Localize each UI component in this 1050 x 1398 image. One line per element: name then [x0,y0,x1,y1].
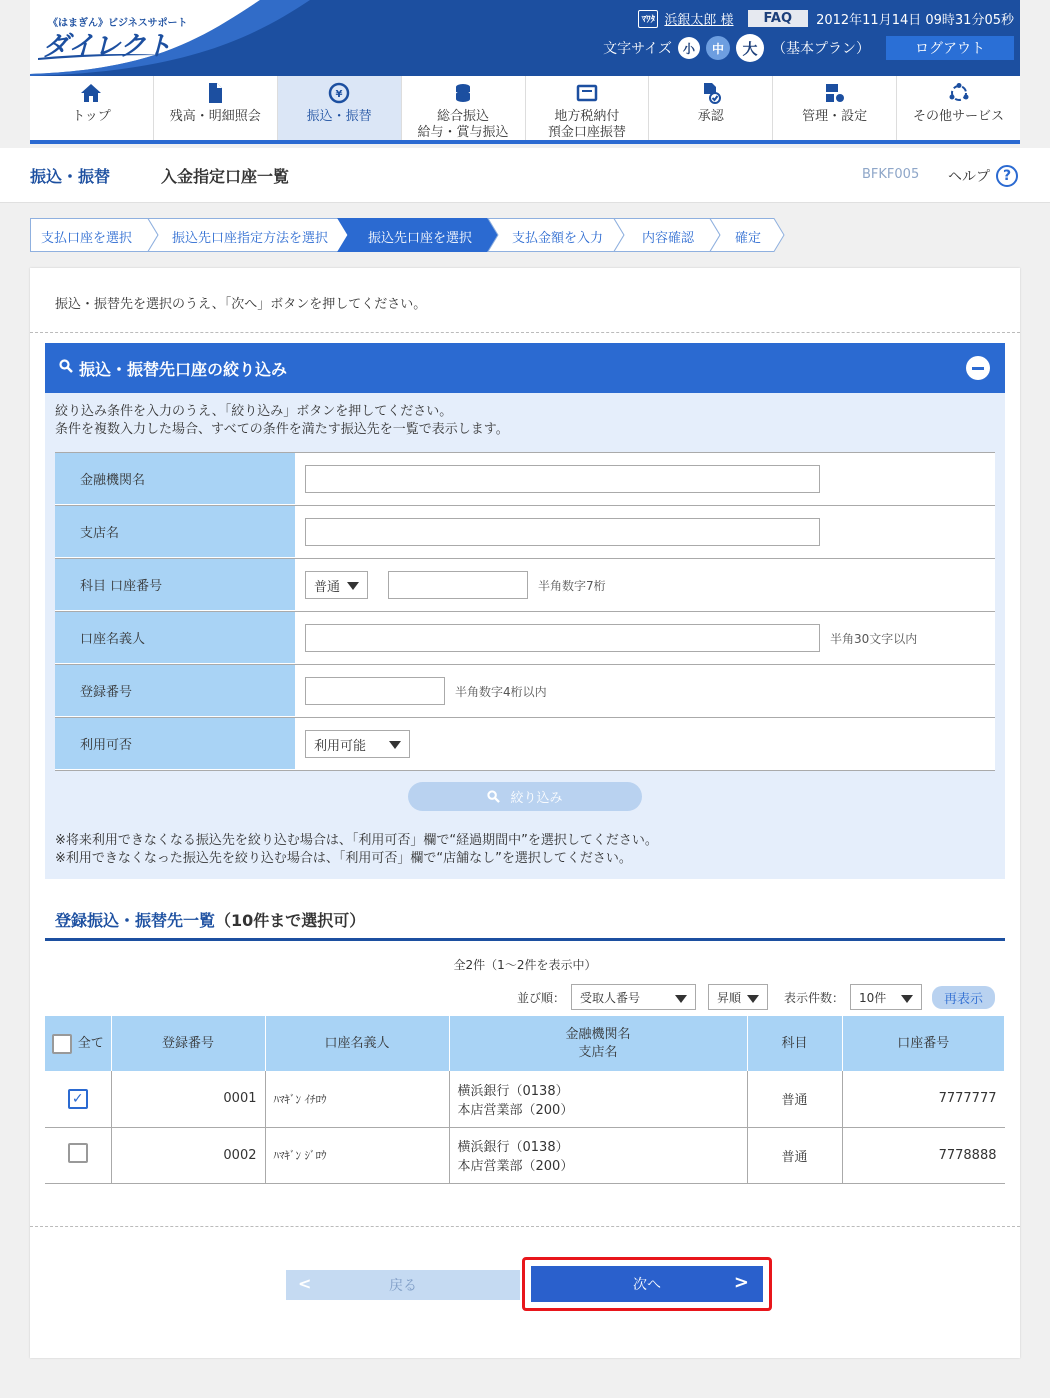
filter-description [55,403,509,439]
font-size-large-button[interactable]: 大 [736,34,764,62]
sort-bar [517,984,995,1010]
nav-label: 残高・明細照会 [169,109,261,124]
step-6: 確定 [735,231,762,246]
branch-label: 支店名 [55,506,295,558]
filter-desc-line1: 絞り込み条件を入力のうえ、「絞り込み」ボタンを押してください。 [55,404,453,419]
filter-button[interactable] [408,782,642,811]
nav-item-transfer[interactable] [278,76,402,140]
nav-label: トップ [72,109,111,124]
divider [30,1226,1020,1227]
holder-hint: 半角30文字以内 [830,631,918,646]
account-type-select[interactable] [305,571,368,599]
header-control-row [603,34,1014,62]
section-title: 振込・振替 [30,167,111,186]
per-page-label: 表示件数： [783,990,844,1005]
back-button[interactable] [286,1270,520,1300]
row-bank: 横浜銀行（0138） [457,1083,569,1099]
instruction-text: 振込・振替先を選択のうえ、「次へ」ボタンを押してください。 [55,297,427,312]
chevron-down-icon [675,995,687,1003]
search-icon [487,790,500,803]
filter-row-branch [55,506,995,559]
main-card [30,268,1020,1358]
row-regno: 0001 [111,1071,265,1127]
nav-item-top[interactable] [30,76,154,140]
table-row[interactable] [45,1127,1005,1183]
nav-item-balance[interactable] [154,76,278,140]
row-holder: ﾊﾏｷﾞﾝ ｲﾁﾛｳ [265,1071,449,1127]
font-size-medium-button[interactable]: 中 [706,36,730,60]
redisplay-button[interactable]: 再表示 [932,986,995,1009]
bank-label: 金融機関名 [55,453,295,505]
collapse-icon[interactable] [966,356,990,380]
user-name-link[interactable]: 浜銀太郎 様 [664,13,734,28]
login-datetime: 2012年11月14日 09時31分05秒 [816,13,1014,28]
next-button[interactable] [531,1266,763,1302]
filter-notes [55,832,658,868]
step-3-current: 振込先口座を選択 [368,231,473,246]
filter-row-availability [55,718,995,771]
step-2: 振込先口座指定方法を選択 [172,231,329,246]
font-size-small-button[interactable]: 小 [678,37,700,59]
branch-name-input[interactable] [305,518,820,546]
nav-item-bulk-transfer[interactable] [402,76,526,140]
account-number-input[interactable] [388,571,528,599]
nav-label: 総合振込 給与・賞与振込 [417,109,509,140]
row-select-cell [45,1127,111,1183]
availability-label: 利用可否 [55,718,295,770]
coins-icon [451,82,475,106]
nav-label: その他サービス [913,109,1005,124]
font-size-label: 文字サイズ [603,41,672,57]
regno-label: 登録番号 [55,665,295,717]
row-type: 普通 [747,1071,842,1127]
filter-title: 振込・振替先口座の絞り込み [79,359,288,379]
main-nav [30,76,1020,144]
help-icon: ? [996,165,1018,187]
faq-button[interactable]: FAQ [748,10,809,27]
filter-row-account [55,559,995,612]
bank-branch-header [449,1016,747,1071]
chevron-down-icon [347,582,359,590]
filter-header[interactable] [45,343,1005,393]
row-select-cell [45,1071,111,1127]
row-regno: 0002 [111,1127,265,1183]
row-bank: 横浜銀行（0138） [457,1140,569,1155]
filter-panel [45,343,1005,879]
row-holder: ﾊﾏｷﾞﾝ ｼﾞﾛｳ [265,1127,449,1183]
help-label: ヘルプ [948,169,990,185]
step-4: 支払金額を入力 [512,231,604,246]
per-page-select[interactable] [850,984,922,1010]
step-5: 内容確認 [642,231,695,246]
search-icon [59,359,73,377]
list-title-suffix: （10件まで選択可） [215,911,366,930]
filter-row-holder [55,612,995,665]
availability-select[interactable] [305,730,410,758]
logo[interactable]: ダイレクト [42,31,171,62]
bank-header: 金融機関名 [565,1026,631,1042]
help-link[interactable] [948,165,1018,187]
result-count: 全2件（1～2件を表示中） [453,958,597,972]
services-icon [947,82,971,106]
holder-header: 口座名義人 [265,1016,449,1071]
nav-item-settings[interactable] [773,76,897,140]
availability-value: 利用可能 [314,738,367,754]
filter-row-regno [55,665,995,718]
title-bar [0,148,1050,203]
table-header-row [45,1016,1005,1071]
payee-table [45,1016,1005,1184]
nav-item-local-tax[interactable] [526,76,650,140]
filter-form [55,452,995,771]
sort-order-select[interactable] [708,984,768,1010]
filter-desc-line2: 条件を複数入力した場合、すべての条件を満たす振込先を一覧で表示します。 [55,422,509,437]
svg-text:¥: ¥ [335,89,343,100]
chevron-down-icon [747,995,759,1003]
sort-key-value: 受取人番号 [579,990,640,1005]
account-type-value: 普通 [314,579,341,595]
screen-code: BFKF005 [862,167,920,182]
account-header: 口座番号 [842,1016,1005,1071]
nav-label: 承認 [697,109,724,124]
account-hint: 半角数字7桁 [538,578,606,593]
table-row[interactable] [45,1071,1005,1127]
header [30,0,1020,76]
row-checkbox[interactable] [68,1143,88,1163]
select-all-header [45,1016,111,1071]
chevron-down-icon [901,995,913,1003]
list-title-main: 登録振込・振替先一覧 [55,911,216,930]
chevron-down-icon [389,741,401,749]
sort-key-select[interactable] [571,984,696,1010]
settings-icon [823,82,847,106]
type-header: 科目 [747,1016,842,1071]
chevron-right-icon: > [733,1272,749,1293]
next-button-highlight [522,1257,772,1311]
regno-header: 登録番号 [111,1016,265,1071]
regno-hint: 半角数字4桁以内 [455,684,547,699]
back-button-label: 戻る [389,1278,417,1294]
per-page-value: 10件 [858,990,887,1005]
logo-subtitle: 《はまぎん》ビジネスサポート [48,18,188,29]
registration-number-input[interactable] [305,677,445,705]
divider [30,332,1020,333]
page-title: 入金指定口座一覧 [161,167,290,186]
branch-header: 支店名 [578,1044,618,1060]
filter-note-2: ※利用できなくなった振込先を絞り込む場合は、「利用可否」欄で“店舗なし”を選択してください。 [55,851,632,866]
chevron-left-icon: < [298,1274,312,1293]
row-bank-branch [449,1071,747,1127]
approve-icon [699,82,723,106]
nav-item-other-services[interactable] [897,76,1020,140]
nav-label: 振込・振替 [306,109,372,124]
nav-label: 地方税納付 預金口座振替 [547,109,626,140]
list-title [55,908,365,931]
select-all-checkbox[interactable] [52,1034,72,1054]
transfer-icon [327,82,351,106]
row-checkbox[interactable]: ✓ [68,1089,88,1109]
holder-label: 口座名義人 [55,612,295,664]
row-branch: 本店営業部（200） [457,1102,574,1118]
step-1: 支払口座を選択 [41,231,133,246]
list-title-rule [45,938,1005,941]
filter-note-1: ※将来利用できなくなる振込先を絞り込む場合は、「利用可否」欄で“経過期間中”を選択してください。 [55,833,658,848]
row-account: 7778888 [842,1127,1005,1183]
sort-label: 並び順： [516,990,565,1005]
account-label: 科目 口座番号 [55,559,295,611]
account-holder-input[interactable] [305,624,820,652]
next-button-label: 次へ [633,1277,661,1293]
filter-button-label: 絞り込み [510,791,563,806]
nav-item-approval[interactable] [649,76,773,140]
user-icon: ﾏﾜﾀ [638,10,658,28]
filter-row-bank [55,453,995,506]
card-icon [575,82,599,106]
header-user-row [638,9,1014,28]
logo-swoosh-icon [38,52,163,60]
document-icon [203,82,227,106]
row-branch: 本店営業部（200） [457,1159,574,1174]
select-all-label: 全て [77,1035,104,1051]
plan-label: （基本プラン） [772,41,870,57]
sort-order-value: 昇順 [716,990,741,1005]
home-icon [79,82,103,106]
row-type: 普通 [747,1127,842,1183]
row-bank-branch [449,1127,747,1183]
row-account: 7777777 [842,1071,1005,1127]
nav-label: 管理・設定 [802,109,868,124]
logout-button[interactable]: ログアウト [886,36,1014,60]
bank-name-input[interactable] [305,465,820,493]
